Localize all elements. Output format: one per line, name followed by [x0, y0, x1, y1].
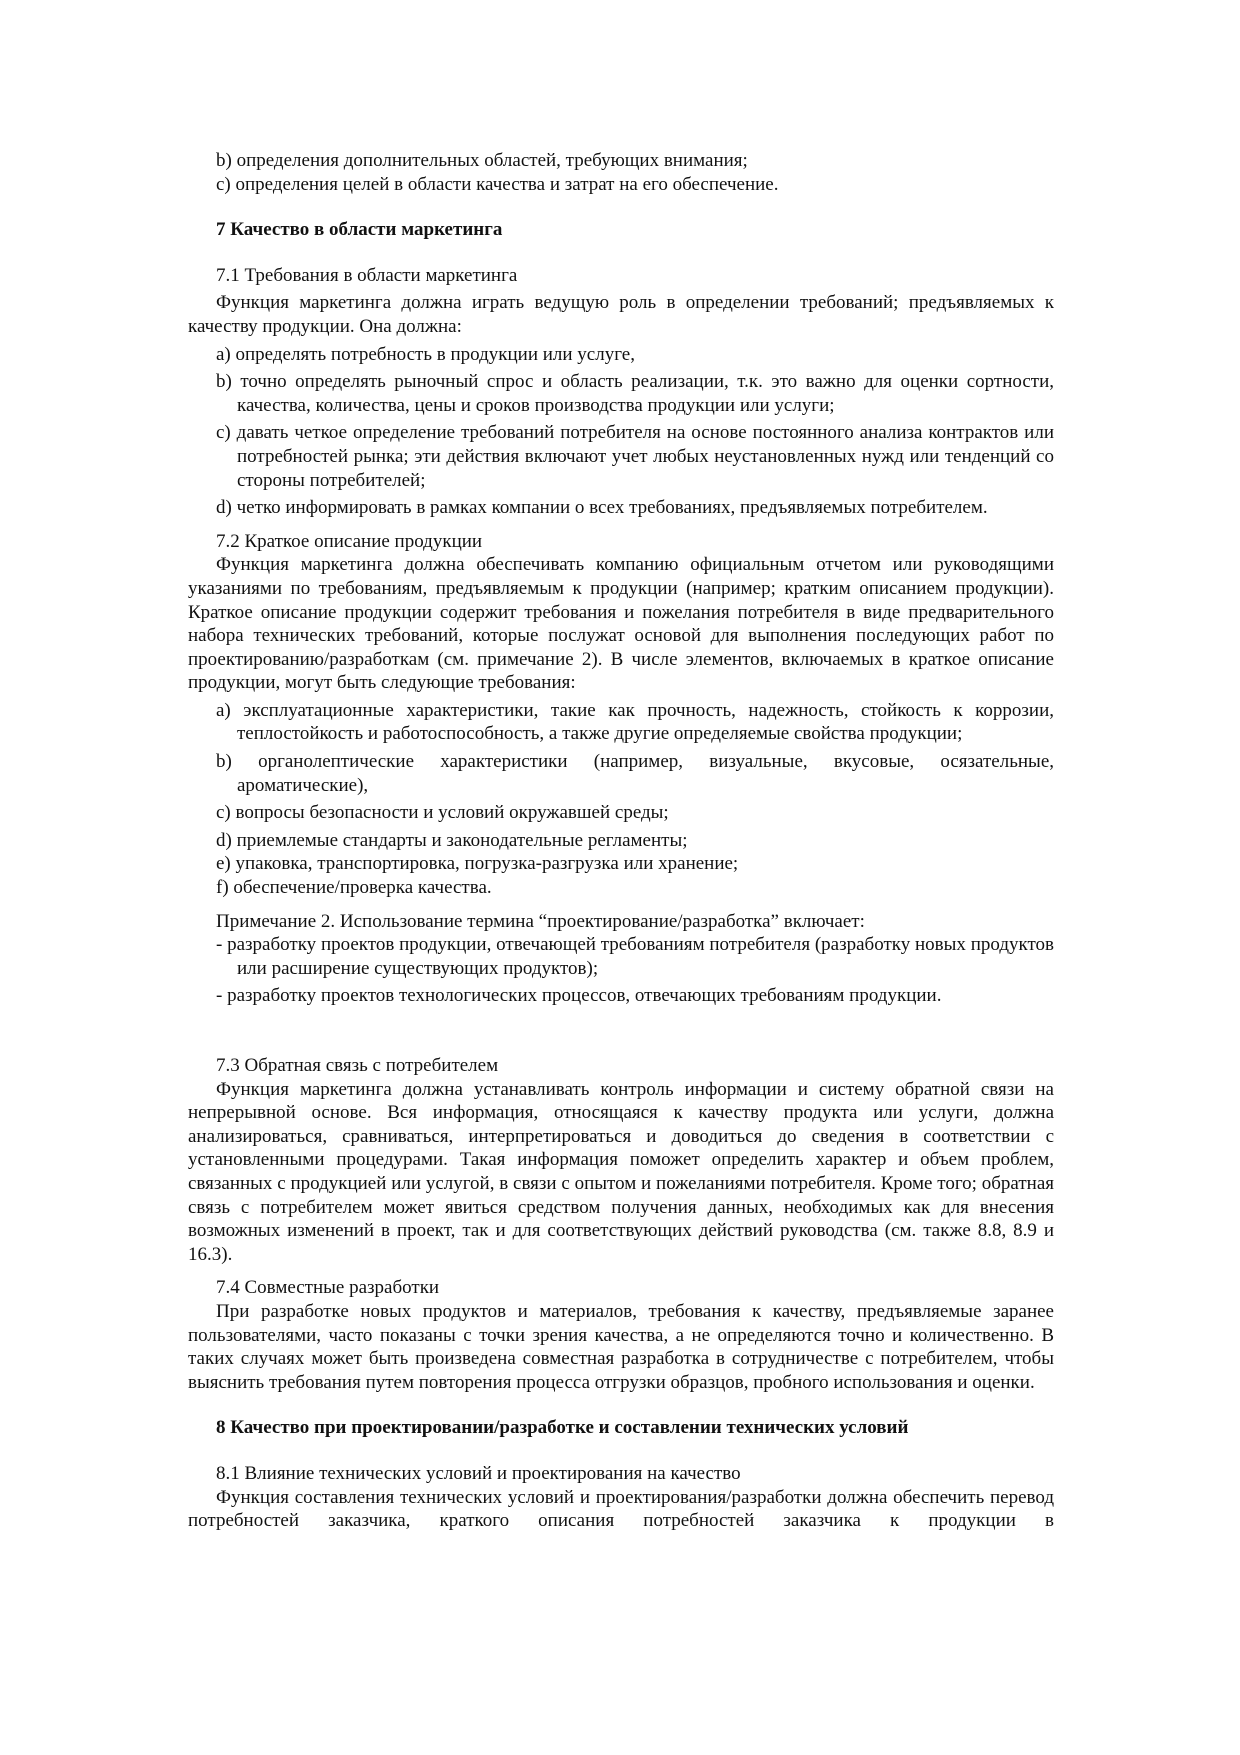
subsection-title-7-2: 7.2 Краткое описание продукции — [216, 530, 483, 552]
section-heading-7: 7 Качество в области маркетинга — [216, 219, 503, 241]
list-item: b) точно определять рыночный спрос и область реализации, т.к. это важно для оценки сортности, качества, количества, цены и сроков производства продукции или услуги; — [216, 371, 1054, 416]
note-title: Примечание 2. Использование термина “проектирование/разработка” включает: — [216, 910, 865, 932]
subsection-title-7-4: 7.4 Совместные разработки — [216, 1277, 440, 1299]
list-item: a) эксплуатационные характеристики, такие как прочность, надежность, стойкость к коррозии, теплостойкость и работоспособность, а также другие определяемые свойства продукции; — [216, 699, 1054, 745]
note-item: - разработку проектов технологических процессов, отвечающих требованиям продукции. — [216, 985, 942, 1007]
list-item: c) давать четкое определение требований потребителя на основе постоянного анализа контрактов или потребностей рынка; эти действия включают учет любых неустановленных нужд или тенденций со стороны потребителей; — [216, 422, 1054, 491]
subsection-title-7-1: 7.1 Требования в области маркетинга — [216, 264, 518, 286]
paragraph: Функция маркетинга должна играть ведущую роль в определении требований; предъявляемых к качеству продукции. Она должна: — [188, 292, 1054, 337]
paragraph: Функция маркетинга должна устанавливать контроль информации и систему обратной связи на непрерывной основе. Вся информация, относящаяся к качеству продукта или услуги, должна анализироваться, сравниваться, интерпретироваться и доводиться до сведения в соответствии с установленными процедурами. Такая информация поможет определить характер и объем проблем, связанных с продукцией или услугой, в связи с опытом и пожеланиями потребителя. Кроме того; обратная связь с потребителем может явиться средством получения данных, необходимых как для внесения возможных изменений в проект, так и для соответствующих действий руководства (см. также 8.8, 8.9 и 16.3). — [188, 1078, 1054, 1265]
paragraph: Функция маркетинга должна обеспечивать компанию официальным отчетом или руководящими указаниями по требованиям, предъявляемым к продукции (например; кратким описанием продукции). Краткое описание продукции содержит требования и пожелания потребителя в виде предварительного набора технических требований, которые послужат основой для выполнения последующих работ по проектированию/разработкам (см. примечание 2). В числе элементов, включаемых в краткое описание продукции, могут быть следующие требования: — [188, 554, 1054, 694]
list-item: a) определять потребность в продукции или услуге, — [216, 343, 635, 365]
list-item: d) приемлемые стандарты и законодательные регламенты; — [216, 829, 688, 851]
list-item: c) вопросы безопасности и условий окружавшей среды; — [216, 802, 669, 824]
list-item: f) обеспечение/проверка качества. — [216, 877, 492, 899]
subsection-title-8-1: 8.1 Влияние технических условий и проектирования на качество — [216, 1462, 741, 1484]
subsection-title-7-3: 7.3 Обратная связь с потребителем — [216, 1055, 499, 1076]
list-item: c) определения целей в области качества и затрат на его обеспечение. — [216, 173, 779, 195]
paragraph: Функция составления технических условий и проектирования/разработки должна обеспечить перевод потребностей заказчика, краткого описания потребностей заказчика к продукции в — [188, 1486, 1054, 1532]
note-item: - разработку проектов продукции, отвечающей требованиям потребителя (разработку новых продуктов или расширение существующих продуктов); — [216, 934, 1054, 979]
list-item: d) четко информировать в рамках компании о всех требованиях, предъявляемых потребителем. — [216, 497, 988, 519]
paragraph: При разработке новых продуктов и материалов, требования к качеству, предъявляемые заранее пользователями, часто показаны с точки зрения качества, а не определяются точно и количественно. В таких случаях может быть произведена совместная разработка в сотрудничестве с потребителем, чтобы выяснить требования путем повторения процесса отгрузки образцов, пробного использования и оценки. — [188, 1300, 1054, 1393]
list-item: e) упаковка, транспортировка, погрузка-разгрузка или хранение; — [216, 853, 739, 875]
list-item: b) органолептические характеристики (например, визуальные, вкусовые, осязательные, ароматические), — [216, 751, 1054, 796]
section-heading-8: 8 Качество при проектировании/разработке и составлении технических условий — [216, 1417, 909, 1439]
list-item: b) определения дополнительных областей, требующих внимания; — [216, 150, 748, 171]
